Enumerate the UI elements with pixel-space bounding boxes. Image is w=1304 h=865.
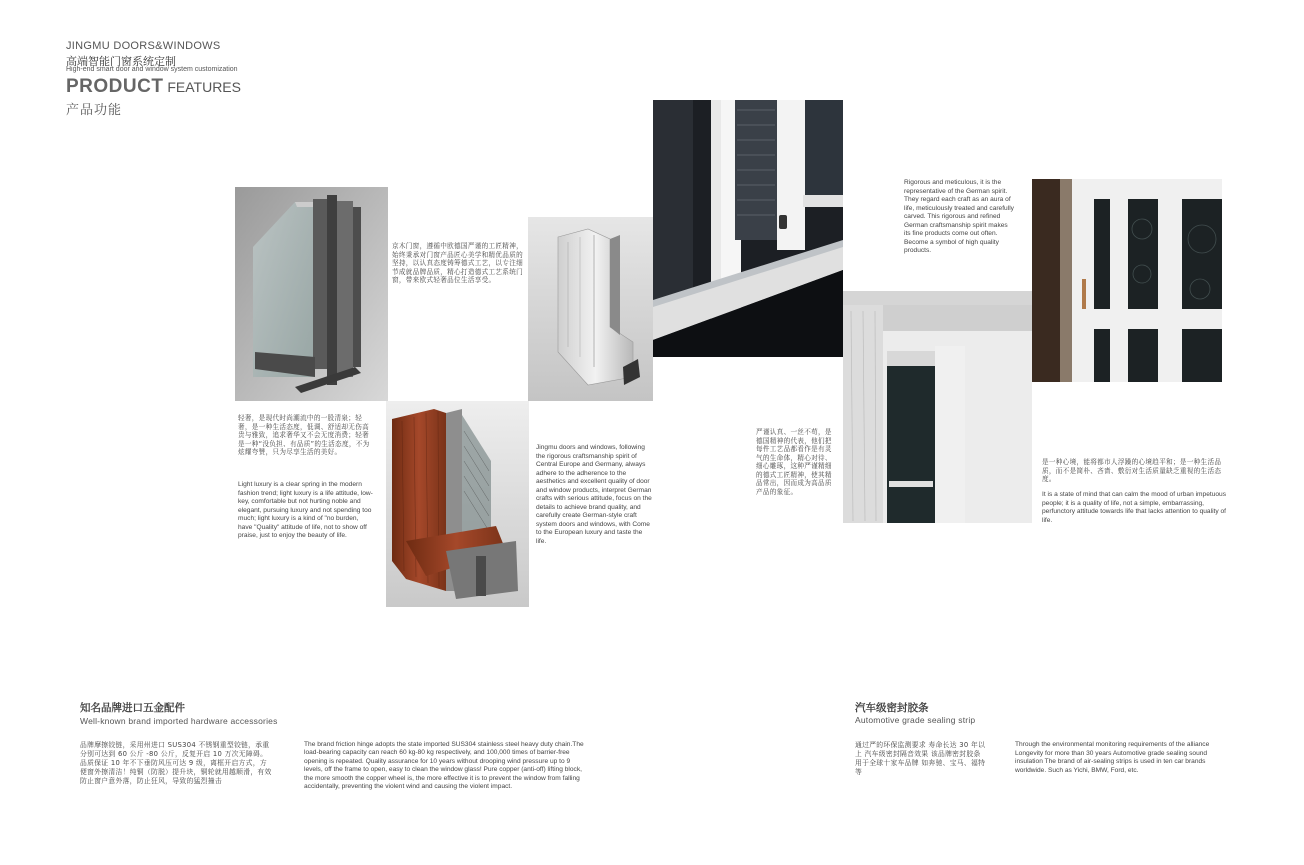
sealing-title-cn: 汽车级密封胶条 bbox=[855, 702, 929, 714]
mind-description-en: It is a state of mind that can calm the mood of urban impetuous people; it is a quality of life, not a simple, embarrassing, perfunctory attitude towards life that lacks attention to quality of life. bbox=[1042, 491, 1226, 524]
hardware-body-cn: 品牌摩擦铰链，采用州进口 SUS304 不锈钢重型铰链，承重分别可达到 60 公斤 -80 公斤，反复开启 10 万次无障碍。品质保证 10 年不下垂防风压可达 9 级，离框开启方式，方便窗外擦清洁！纯铜（防脱）提升块，铜轮就用越顺滑，有效防止窗户意外落，防止狂风，导致的猛烈撞击 bbox=[80, 741, 272, 785]
page-title-cn: 产品功能 bbox=[66, 103, 123, 118]
hardware-title-en: Well-known brand imported hardware accessories bbox=[80, 716, 278, 726]
light-luxury-en: Light luxury is a clear spring in the modern fashion trend; light luxury is a life attitude, low-key, comfortable but not hurting noble and elegant, pursuing luxury and not spending too much; light luxury is a kind of "no burden, have "Quality" attitude of life, not to show off praise, just to enjoy the beauty of life. bbox=[238, 481, 373, 539]
sealing-body-en: Through the environmental monitoring requirements of the alliance Longevity for more than 30 years Automotive grade sealing sound insulation The brand of air-sealing strips is used in ten car brands worldwide. Such as Yichi, BMW, Ford, etc. bbox=[1015, 741, 1210, 774]
mind-description-cn: 是一种心境，能将都市人浮躁的心境趋平和；是一种生活品质，而不是简朴、吝啬、敷衍对生活质量缺乏重视的生活态度。 bbox=[1042, 458, 1222, 483]
aluminum-profile-photo bbox=[235, 187, 388, 401]
rigorous-description-cn: 严谨认真、一丝不苟，是德国精神的代表，他们把每件工艺品都看作是有灵气的生命体，精心对待、细心雕琢，这种严谨精细的德式工匠精神，使其精品常出，因而成为高品质产品的象征。 bbox=[756, 428, 832, 496]
sealing-title-en: Automotive grade sealing strip bbox=[855, 715, 976, 725]
sealing-body-cn: 通过严的环保监测要求 寿命长达 30 年以上 汽车级密封隔音效果 该品牌密封胶条用于全球十家车品牌 如奔驰、宝马、福特等 bbox=[855, 741, 986, 776]
hardware-body-en: The brand friction hinge adopts the state imported SUS304 stainless steel heavy duty chain.The load-bearing capacity can reach 60 kg-80 kg respectively, and 100,000 times of barrier-free opening is repeated. Quality assurance for 10 years without drooping wind pressure up to 9 levels, off the frame to open, easy to clean the window glass! Pure copper (anti-off) lifting block, the more smooth the copper wheel is, the more effective it is to prevent the window from falling accidentally, preventing the violent wind and causing the violent impact. bbox=[304, 741, 584, 791]
light-luxury-cn: 轻奢，是现代时尚潮流中的一股清泉；轻奢，是一种生活态度，低调、舒适却无伤高贵与雅致，追求奢华又不会无度消费；轻奢是一种“没负担、有品质”的生活态度，不为炫耀夸赞，只为尽享生活的美好。 bbox=[238, 414, 370, 456]
page-title bbox=[66, 76, 241, 98]
sliding-window-photo bbox=[653, 100, 843, 357]
woodgrain-corner-photo bbox=[528, 217, 653, 401]
wood-grain-profile-photo bbox=[386, 401, 529, 607]
woodgrain-window-photo bbox=[843, 291, 1032, 523]
jingmu-description-en: Jingmu doors and windows, following the rigorous craftsmanship spirit of Central Europe and Germany, always adhere to the adherence to the aesthetics and excellent quality of door and window products, interpret German crafts with serious attitude, focus on the details to achieve brand quality, and carefully create German-style craft system doors and windows, with Come to the European luxury and taste the life. bbox=[536, 444, 652, 545]
hardware-title-cn: 知名品牌进口五金配件 bbox=[80, 702, 185, 714]
page-title-bold: PRODUCT bbox=[66, 76, 164, 97]
brand-name-cn: 高端智能门窗系统定制 bbox=[66, 55, 176, 68]
rigorous-description-en: Rigorous and meticulous, it is the representative of the German spirit. They regard each craft as an aura of life, meticulously treated and carefully carved. This rigorous and refined German craftsmanship spirit makes its fine products come out often. Become a symbol of high quality products. bbox=[904, 179, 1014, 254]
profile-description-cn: 京木门窗，遵循中欧德国严谨的工匠精神，始终秉承对门窗产品匠心美学和精优品质的坚持，以认真态度铸筹德式工艺，以专注细节成就品牌品质，精心打造德式工艺系统门窗，带来欧式轻奢品位生活享受。 bbox=[392, 242, 523, 284]
brand-name: JINGMU DOORS&WINDOWS bbox=[66, 40, 221, 52]
page-title-light: FEATURES bbox=[163, 79, 241, 95]
glass-door-photo bbox=[1032, 179, 1222, 382]
brand-tagline: High-end smart door and window system customization bbox=[66, 66, 238, 73]
